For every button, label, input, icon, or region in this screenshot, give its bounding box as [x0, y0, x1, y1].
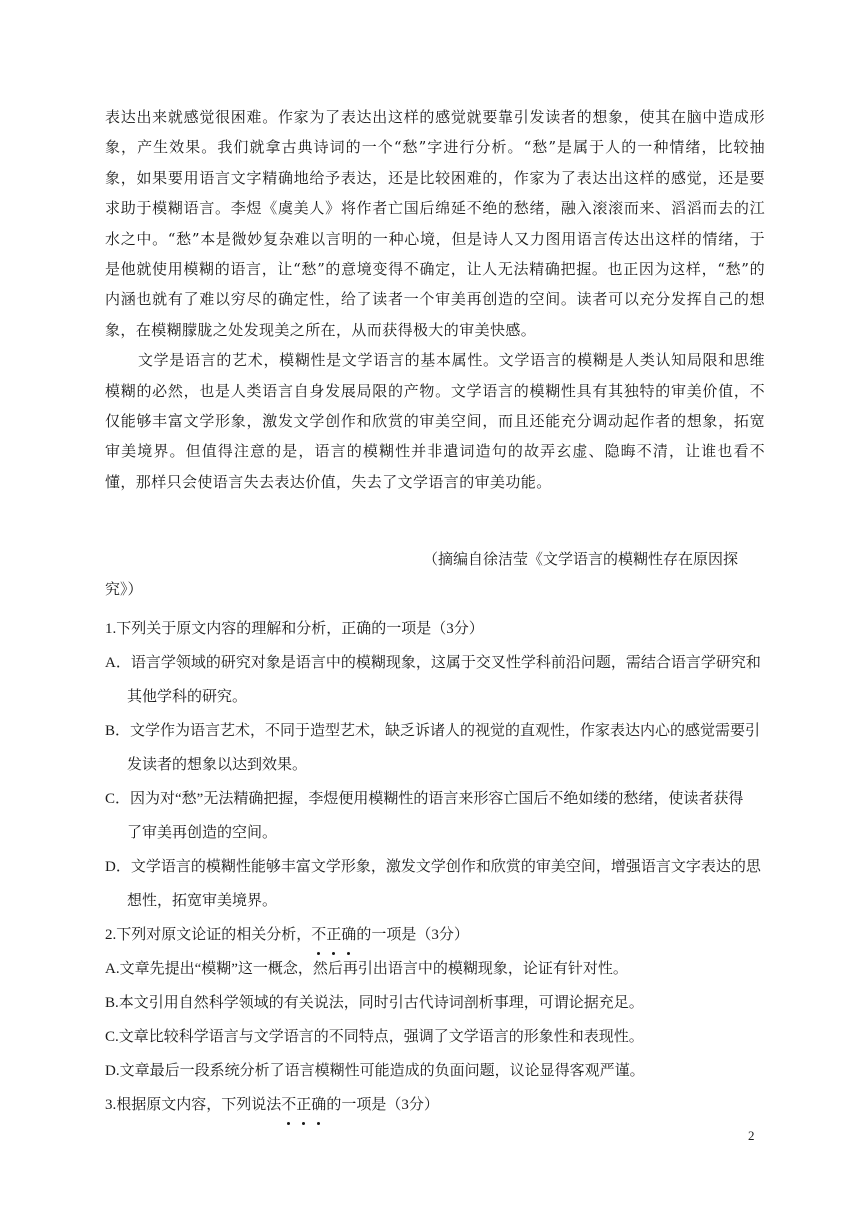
question-2-option-c: C.文章比较科学语言与文学语言的不同特点，强调了文学语言的形象性和表现性。	[105, 1029, 644, 1045]
question-2-stem-end: 的一项是（3分）	[356, 927, 469, 943]
passage-paragraph-1: 表达出来就感觉很困难。作家为了表达出这样的感觉就要靠引发读者的想象，使其在脑中造成形象，产生效果。我们就拿古典诗词的一个“愁”字进行分析。“愁”是属于人的一种情绪，比较抽象，如果要用语言文字精确地给予表达，还是比较困难的，作家为了表达出这样的感觉，还是要求助于模糊语言。李煜《虞美人》将作者亡国后绵延不绝的愁绪，融入滚滚而来、滔滔而去的江水之中。“愁”本是微妙复杂难以言明的一种心境，但是诗人又力图用语言传达出这样的情绪，于是他就使用模糊的语言，让“愁”的意境变得不确定，让人无法精确把握。也正因为这样，“愁”的内涵也就有了难以穷尽的确定性，给了读者一个审美再创造的空间。读者可以充分发挥自己的想象，在模糊朦胧之处发现美之所在，从而获得极大的审美快感。	[105, 108, 765, 339]
emphasis-char: 不	[281, 1088, 296, 1122]
option-d-line-2: 想性，拓宽审美境界。	[127, 893, 278, 909]
questions	[105, 612, 765, 1122]
question-1-option-d	[105, 850, 765, 918]
option-c-line-1: C．因为对“愁”无法精确把握，李煜便用模糊性的语言来形容亡国后不绝如缕的愁绪，使读者获得	[105, 791, 744, 807]
page-number: 2	[748, 1128, 755, 1143]
passage	[105, 102, 765, 497]
emphasis-char: 正	[326, 918, 341, 952]
question-1-stem: 1.下列关于原文内容的理解和分析，正确的一项是（3分）	[105, 621, 484, 637]
question-2-option-d: D.文章最后一段系统分析了语言模糊性可能造成的负面问题，议论显得客观严谨。	[105, 1063, 645, 1079]
option-a-line-1: A．语言学领域的研究对象是语言中的模糊现象，这属于交叉性学科前沿问题，需结合语言学研究和	[105, 655, 761, 671]
option-d-line-1: D．文学语言的模糊性能够丰富文学形象，激发文学创作和欣赏的审美空间，增强语言文字表达的思	[105, 859, 761, 875]
emphasis-char: 确	[341, 918, 356, 952]
question-2-stem-start: 2.下列对原文论证的相关分析，	[105, 927, 312, 943]
source-line-1: （摘编自徐洁莹《文学语言的模糊性存在原因探	[423, 550, 739, 568]
question-3-stem	[105, 1088, 765, 1122]
source-line-2: 究》）	[105, 580, 143, 598]
option-b-line-2: 发读者的想象以达到效果。	[127, 757, 308, 773]
option-b-line-1: B．文学作为语言艺术，不同于造型艺术，缺乏诉诸人的视觉的直观性，作家表达内心的感觉需要引	[105, 723, 761, 739]
question-3-stem-start: 3.根据原文内容，下列说法	[105, 1097, 282, 1113]
question-2-stem	[105, 918, 765, 952]
emphasis-char: 确	[311, 1088, 326, 1122]
question-3-stem-end: 的一项是（3分）	[326, 1097, 439, 1113]
question-2-option-a: A.文章先提出“模糊”这一概念，然后再引出语言中的模糊现象，论证有针对性。	[105, 961, 628, 977]
emphasis-char: 不	[311, 918, 326, 952]
question-1-option-b	[105, 714, 765, 782]
question-1-option-c	[105, 782, 765, 850]
emphasis-char: 正	[296, 1088, 311, 1122]
question-2-option-b: B.本文引用自然科学领域的有关说法，同时引古代诗词剖析事理，可谓论据充足。	[105, 995, 644, 1011]
option-a-line-2: 其他学科的研究。	[127, 689, 248, 705]
question-1-option-a	[105, 646, 765, 714]
option-c-line-2: 了审美再创造的空间。	[127, 825, 278, 841]
source-citation	[105, 544, 765, 604]
passage-paragraph-2: 文学是语言的艺术，模糊性是文学语言的基本属性。文学语言的模糊是人类认知局限和思维模糊的必然，也是人类语言自身发展局限的产物。文学语言的模糊性具有其独特的审美价值，不仅能够丰富文学形象，激发文学创作和欣赏的审美空间，而且还能充分调动起作者的想象，拓宽审美境界。但值得注意的是，语言的模糊性并非遣词造句的故弄玄虚、隐晦不清，让谁也看不懂，那样只会使语言失去表达价值，失去了文学语言的审美功能。	[105, 351, 765, 491]
